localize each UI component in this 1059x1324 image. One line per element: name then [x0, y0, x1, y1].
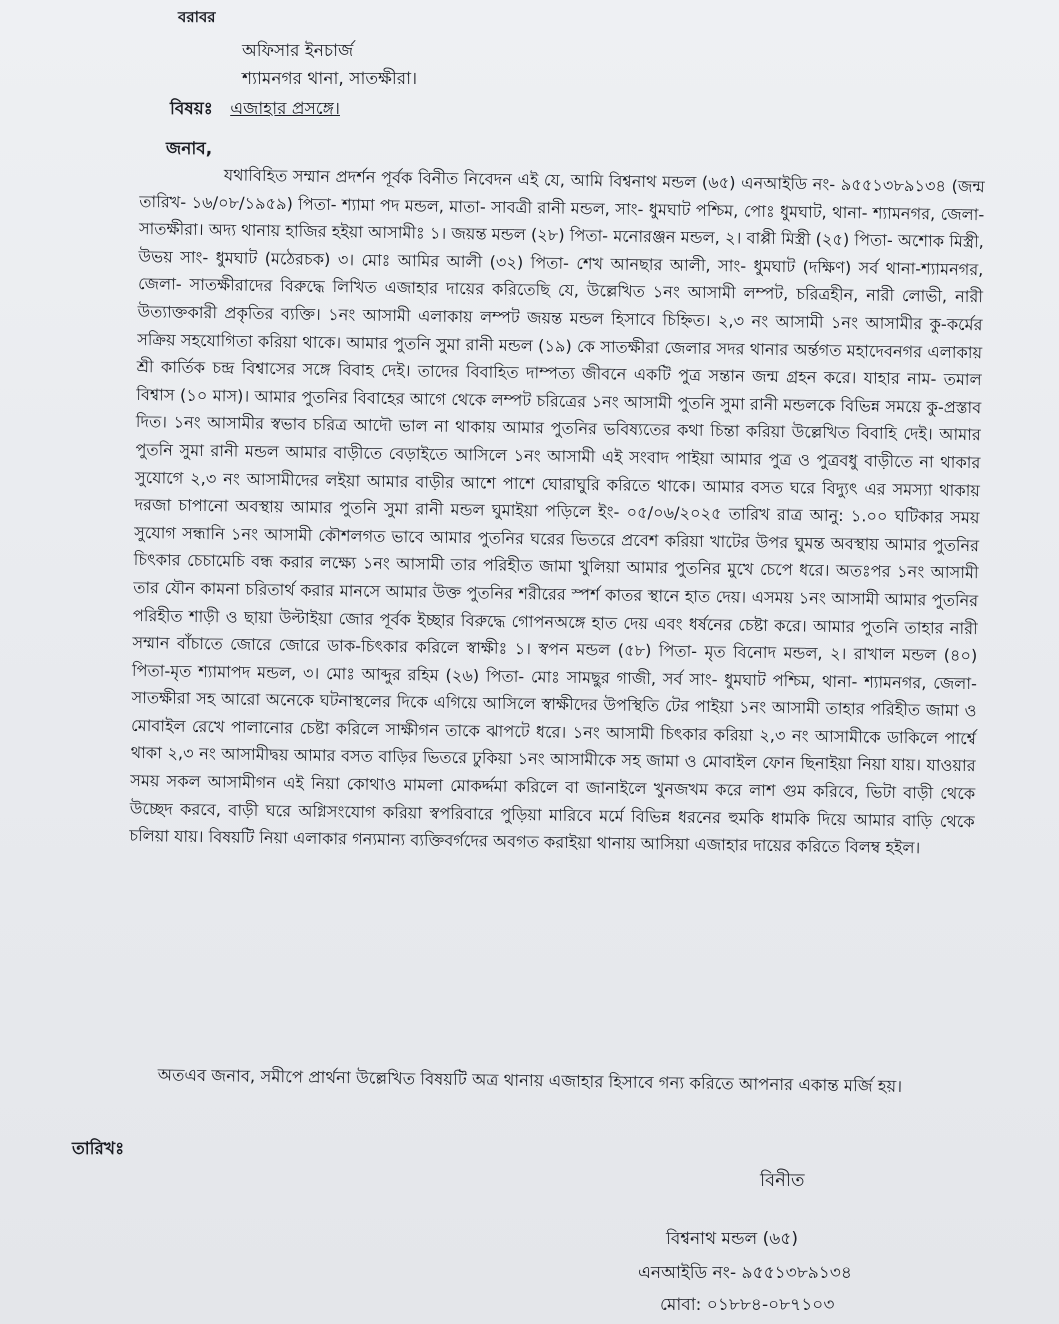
subject-line [170, 96, 340, 124]
date-label: তারিখঃ [72, 1139, 125, 1159]
yours-faithfully: বিনীত [760, 1170, 805, 1191]
closing-paragraph: অতএব জনাব, সমীপে প্রার্থনা উল্লেখিত বিষয়টি অত্র থানায় এজাহার হিসাবে গন্য করিতে আপনার একান্ত মর্জি হয়। [157, 1065, 903, 1096]
body-paragraph: যথাবিহিত সম্মান প্রদর্শন পূর্বক বিনীত নিবেদন এই যে, আমি বিশ্বনাথ মন্ডল (৬৫) এনআইডি নং- ৯৫৫১৩৮৯১৩৪ (জন্ম তারিখ- ১৬/০৮/১৯৫৯) পিতা- শ্যামা পদ মন্ডল, মাতা- সাবত্রী রানী মন্ডল, সাং- ধুমঘাট পশ্চিম, পোঃ ধুমঘাট, থানা- শ্যামনগর, জেলা- সাতক্ষীরা। অদ্য থানায় হাজির হইয়া আসামীঃ ১। জয়ন্ত মন্ডল (২৮) পিতা- মনোরঞ্জন মন্ডল, ২। বাপ্পী মিস্ত্রী (২৫) পিতা- অশোক মিস্ত্রী, উভয় সাং- ধুমঘাট (মঠেরচক) ৩। মোঃ আমির আলী (৩২) পিতা- শেখ আনছার আলী, সাং- ধুমঘাট (দক্ষিণ) সর্ব থানা-শ্যামনগর, জেলা- সাতক্ষীরাদের বিরুদ্ধে লিখিত এজাহার দায়ের করিতেছি যে, উল্লেখিত ১নং আসামী লম্পট, চরিত্রহীন, নারী লোভী, নারী উত্যাক্তকারী প্রকৃতির ব্যক্তি। ১নং আসামী এলাকায় লম্পট জয়ন্ত মন্ডল হিসাবে চিহ্নিত। ২,৩ নং আসামী ১নং আসামীর কু-কর্মের সক্রিয় সহযোগিতা করিয়া থাকে। আমার পুতনি সুমা রানী মন্ডল (১৯) কে সাতক্ষীরা জেলার সদর থানার অর্ন্তগত মহাদেবনগর এলাকায় শ্রী কার্তিক চন্দ্র বিশ্বাসের সঙ্গে বিবাহ দেই। তাদের বিবাহিত দাম্পত্য জীবনে একটি পুত্র সন্তান জন্ম গ্রহন করে। যাহার নাম- তমাল বিশ্বাস (১০ মাস)। আমার পুতনির বিবাহের আগে থেকে লম্পট চরিত্রের ১নং আসামী পুতনি সুমা রানী মন্ডলকে বিভিন্ন সময়ে কু-প্রস্তাব দিত। ১নং আসামীর স্বভাব চরিত্র আদৌ ভাল না থাকায় আমার পুতনির ভবিষ্যতের কথা চিন্তা করিয়া উল্লেখিত বিবাহি দেই। আমার পুতনি সুমা রানী মন্ডল আমার বাড়ীতে বেড়াইতে আসিলে ১নং আসামী এই সংবাদ পাইয়া আমার পুত্র ও পুত্রবধু বাড়ীতে না থাকার সুযোগে ২,৩ নং আসামীদের লইয়া আমার বাড়ীর আশে পাশে ঘোরাঘুরি করিতে থাকে। আমার বসত ঘরে বিদ্যুৎ এর সমস্যা থাকায় দরজা চাপানো অবস্থায় আমার পুতনি সুমা রানী মন্ডল ঘুমাইয়া পড়িলে ইং- ০৫/০৬/২০২৫ তারিখ রাত্র আনু: ১.০০ ঘটিকার সময় সুযোগ সন্ধানি ১নং আসামী কৌশলগত ভাবে আমার পুতনির ঘরের ভিতরে প্রবেশ করিয়া খাটের উপর ঘুমন্ত অবস্থায় আমার পুতনির চিৎকার চেচামেচি বন্ধ করার লক্ষ্যে ১নং আসামী তার পরিহীত জামা খুলিয়া আমার পুতনির মুখে চেপে ধরে। অতঃপর ১নং আসামী তার যৌন কামনা চরিতার্থ করার মানসে আমার উক্ত পুতনির শরীরের স্পর্শ কাতর স্থানে হাত দেয়। এসময় ১নং আসামী আমার পুতনির পরিহীত শাড়ী ও ছায়া উল্টাইয়া জোর পূর্বক ইচ্ছার বিরুদ্ধে গোপনঅঙ্গে হাত দেয় এবং ধর্ষনের চেষ্টা করে। আমার পুতনি তাহার নারী সম্মান বাঁচাতে জোরে জোরে ডাক-চিৎকার করিলে স্বাক্ষীঃ ১। স্বপন মন্ডল (৫৮) পিতা- মৃত বিনোদ মন্ডল, ২। রাখাল মন্ডল (৪০) পিতা-মৃত শ্যামাপদ মন্ডল, ৩। মোঃ আব্দুর রহিম (২৬) পিতা- মোঃ সামছুর গাজী, সর্ব সাং- ধুমঘাট পশ্চিম, থানা- শ্যামনগর, জেলা- সাতক্ষীরা সহ আরো অনেকে ঘটনাস্থলের দিকে এগিয়ে আসিলে স্বাক্ষীদের উপস্থিতি টের পাইয়া ১নং আসামী তাহার পরিহীত জামা ও মোবাইল রেখে পালানোর চেষ্টা করিলে সাক্ষীগন তাকে ঝাপটে ধরে। ১নং আসামী চিৎকার করিয়া ২,৩ নং আসামীকে ডাকিলে পার্শ্বে থাকা ২,৩ নং আসামীদ্বয় আমার বসত বাড়ির ভিতরে ঢুকিয়া ১নং আসামীকে সহ জামা ও মোবাইল ফোন ছিনাইয়া নিয়া যায়। যাওয়ার সময় সকল আসামীগন এই নিয়া কোথাও মামলা মোকর্দ্দমা করিলে বা জানাইলে খুনজখম করে লাশ গুম করিবে, ভিটা বাড়ী থেকে উচ্ছেদ করবে, বাড়ী ঘরে অগ্নিসংযোগ করিয়া স্বপরিবারে পুড়িয়া মারিবে মর্মে বিভিন্ন ধরনের হুমকি ধামকি দিয়ে আমার বাড়ি থেকে চলিয়া যায়। বিষয়টি নিয়া এলাকার গন্যমান্য ব্যক্তিবর্গদের অবগত করাইয়া থানায় আসিয়া এজাহার দায়ের করিতে বিলম্ব হইল। [129, 165, 985, 858]
subject-label: বিষয়ঃ [170, 99, 213, 119]
letter-body [129, 160, 985, 863]
recipient-title: অফিসার ইনচার্জ [242, 41, 354, 61]
signer-nid: এনআইডি নং- ৯৫৫১৩৮৯১৩৪ [638, 1263, 852, 1283]
closing-paragraph-block [80, 1058, 960, 1103]
signer-name: বিশ্বনাথ মন্ডল (৬৫) [666, 1229, 798, 1249]
recipient-office: শ্যামনগর থানা, সাতক্ষীরা। [242, 69, 418, 89]
subject-text: এজাহার প্রসঙ্গে। [230, 99, 340, 119]
signer-mobile: মোবা: ০১৮৮৪-০৮৭১০৩ [660, 1295, 835, 1315]
to-label: বরাবর [178, 8, 216, 26]
salutation: জনাব, [166, 139, 213, 159]
